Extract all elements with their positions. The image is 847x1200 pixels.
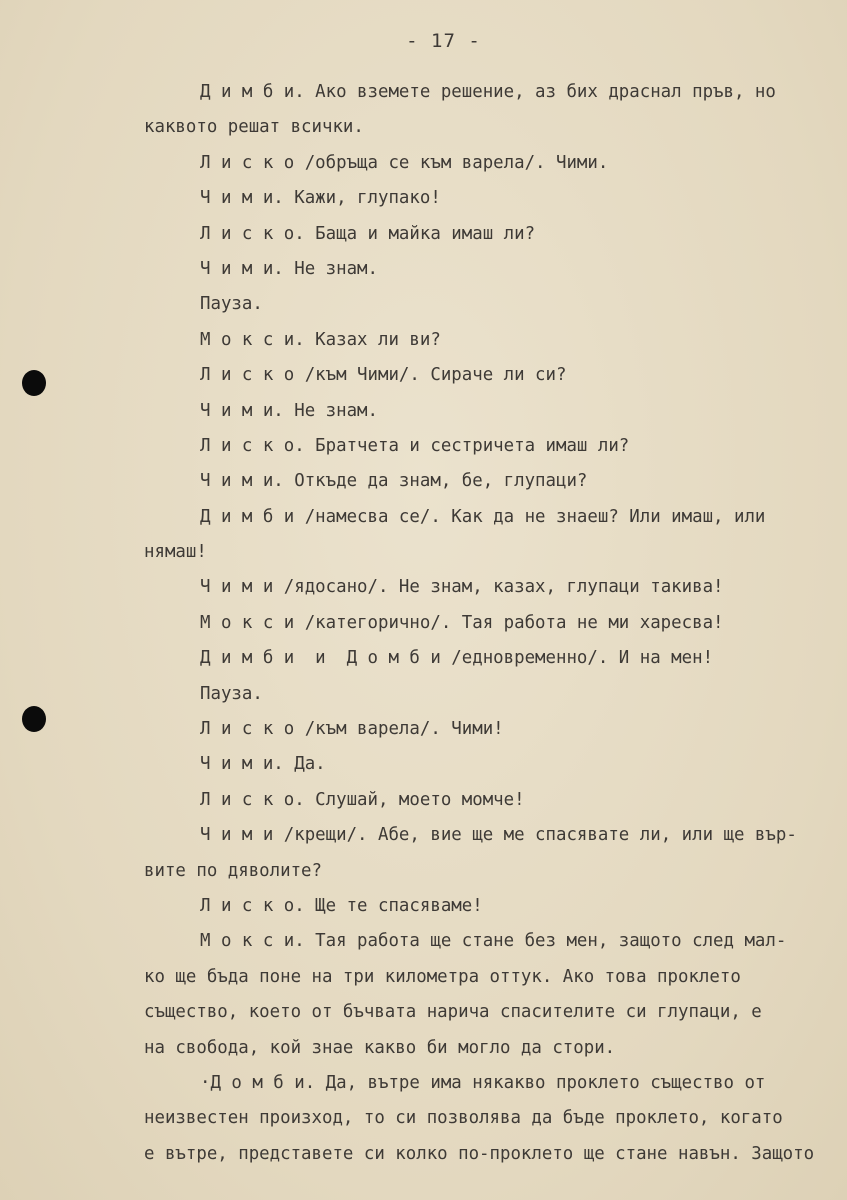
text-line bbox=[144, 1101, 844, 1136]
speaker-name: Ч и м и bbox=[200, 400, 274, 421]
text-line bbox=[144, 960, 844, 995]
text-line bbox=[144, 429, 844, 464]
speaker-name: Л и с к о bbox=[200, 719, 295, 740]
page-number: - 17 - bbox=[406, 30, 481, 52]
line-text: ко ще бъда поне на три километра оттук. Ако това проклето bbox=[144, 966, 741, 987]
line-text: Пауза. bbox=[200, 294, 263, 315]
punch-hole bbox=[22, 370, 46, 396]
speaker-name: Д и м б и bbox=[200, 506, 295, 527]
text-line bbox=[144, 783, 844, 818]
speaker-name: М о к с и bbox=[200, 329, 295, 350]
text-line bbox=[144, 110, 844, 145]
line-text: Пауза. bbox=[200, 683, 263, 704]
speaker-name: Ч и м и bbox=[200, 258, 274, 279]
speaker-name: Д и м б и bbox=[200, 82, 295, 102]
text-line bbox=[144, 535, 844, 570]
text-line bbox=[144, 995, 844, 1030]
text-line bbox=[144, 1031, 844, 1066]
text-line bbox=[144, 606, 844, 641]
line-text: . Кажи, глупако! bbox=[273, 188, 441, 209]
line-text: . Да, вътре има някакво проклето същество от bbox=[304, 1072, 766, 1093]
text-line bbox=[144, 747, 844, 782]
text-line bbox=[144, 358, 844, 393]
line-text: неизвестен произход, то си позволява да бъде проклето, когато bbox=[144, 1108, 783, 1129]
text-line bbox=[144, 394, 844, 429]
line-text: . Баща и майка имаш ли? bbox=[294, 223, 536, 244]
speaker-name: Л и с к о bbox=[200, 895, 295, 916]
speaker-name: Ч и м и bbox=[200, 188, 274, 209]
line-text: . Ако вземете решение, аз бих драснал пръв, но bbox=[294, 82, 776, 102]
text-line bbox=[144, 252, 844, 287]
text-line bbox=[144, 181, 844, 216]
line-text: /крещи/. Абе, вие ще ме спасявате ли, или ще вър- bbox=[273, 825, 797, 846]
text-line bbox=[144, 818, 844, 853]
line-text: . Ще те спасяваме! bbox=[294, 895, 483, 916]
line-text: . Братчета и сестричета имаш ли? bbox=[294, 435, 630, 456]
text-line bbox=[144, 570, 844, 605]
speaker-name: ·Д о м б и bbox=[200, 1072, 305, 1093]
line-text: /към Чими/. Сираче ли си? bbox=[294, 365, 567, 386]
text-line bbox=[144, 712, 844, 747]
text-line bbox=[144, 323, 844, 358]
speaker-name: М о к с и bbox=[200, 931, 295, 952]
line-text: /намесва се/. Как да не знаеш? Или имаш, или bbox=[294, 506, 766, 527]
line-text: нямаш! bbox=[144, 542, 207, 563]
speaker-name: Ч и м и bbox=[200, 577, 274, 598]
script-text-block bbox=[144, 75, 844, 1172]
line-text: . Казах ли ви? bbox=[294, 329, 441, 350]
line-text: . Слушай, моето момче! bbox=[294, 789, 525, 810]
line-text: . Да. bbox=[273, 754, 326, 775]
speaker-name: Ч и м и bbox=[200, 825, 274, 846]
line-text: е вътре, представете си колко по-проклето ще стане навън. Защото bbox=[144, 1143, 815, 1164]
line-text: същество, което от бъчвата нарича спасителите си глупаци, е bbox=[144, 1002, 762, 1023]
line-text: /ядосано/. Не знам, казах, глупаци такива! bbox=[273, 577, 724, 598]
speaker-name: Ч и м и bbox=[200, 471, 274, 492]
text-line bbox=[144, 464, 844, 499]
speaker-name: Л и с к о bbox=[200, 223, 295, 244]
text-line bbox=[144, 146, 844, 181]
line-text: /към варела/. Чими! bbox=[294, 719, 504, 740]
line-text: . Откъде да знам, бе, глупаци? bbox=[273, 471, 588, 492]
line-text: /обръща се към варела/. Чими. bbox=[294, 152, 609, 173]
text-line bbox=[144, 287, 844, 322]
text-line bbox=[144, 854, 844, 889]
speaker-name: Л и с к о bbox=[200, 435, 295, 456]
line-text: /едновременно/. И на мен! bbox=[440, 648, 714, 669]
speaker-name: Л и с к о bbox=[200, 152, 295, 173]
text-line bbox=[144, 500, 844, 535]
line-text: на свобода, кой знае какво би могло да стори. bbox=[144, 1037, 616, 1058]
text-line bbox=[144, 217, 844, 252]
punch-hole bbox=[22, 706, 46, 732]
speaker-name: Л и с к о bbox=[200, 365, 295, 386]
line-text: /категорично/. Тая работа не ми харесва! bbox=[294, 612, 724, 633]
speaker-name: Д и м б и и Д о м б и bbox=[200, 648, 441, 669]
text-line bbox=[144, 889, 844, 924]
text-line bbox=[144, 1066, 844, 1101]
speaker-name: Л и с к о bbox=[200, 789, 295, 810]
line-text: . Тая работа ще стане без мен, защото след мал- bbox=[294, 931, 787, 952]
line-text: . Не знам. bbox=[273, 400, 378, 421]
speaker-name: М о к с и bbox=[200, 612, 295, 633]
speaker-name: Ч и м и bbox=[200, 754, 274, 775]
line-text: вите по дяволите? bbox=[144, 860, 322, 881]
text-line bbox=[144, 924, 844, 959]
text-line bbox=[144, 75, 844, 110]
text-line bbox=[144, 1137, 844, 1172]
line-text: . Не знам. bbox=[273, 258, 378, 279]
text-line bbox=[144, 677, 844, 712]
line-text: каквото решат всички. bbox=[144, 117, 364, 138]
text-line bbox=[144, 641, 844, 676]
